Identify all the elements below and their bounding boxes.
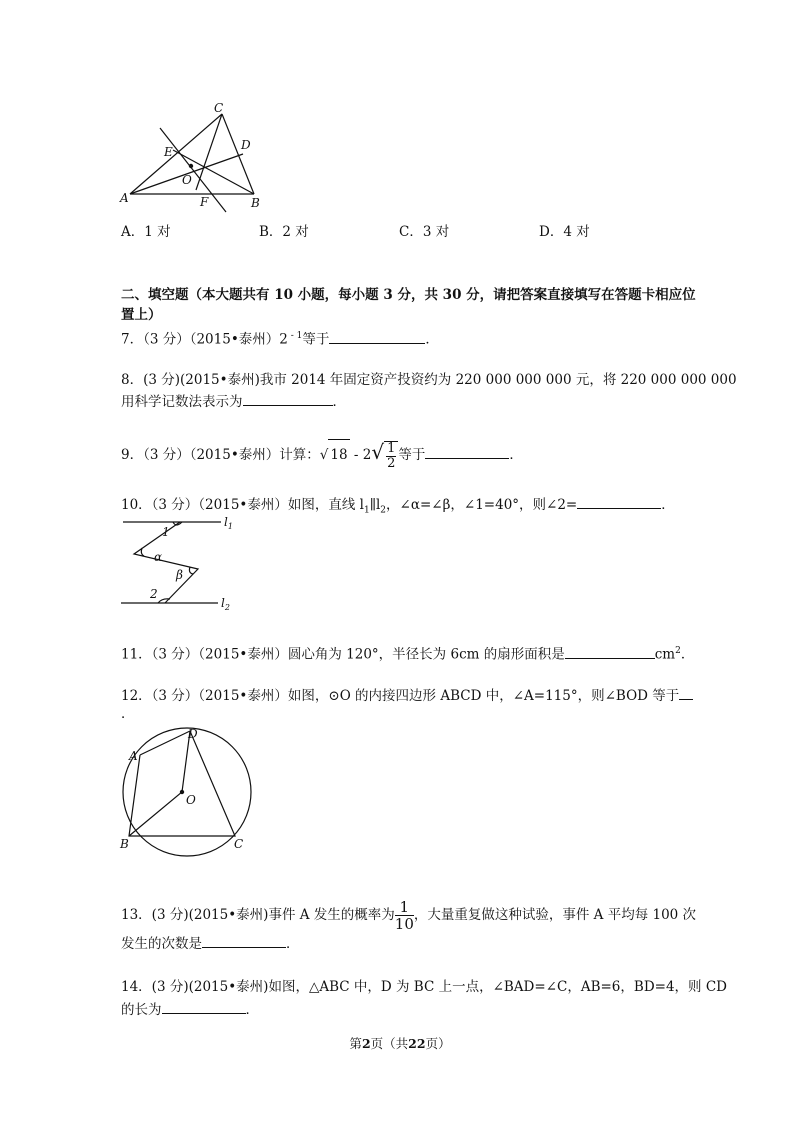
question-13-line2 xyxy=(121,933,300,954)
quadrilateral-abcd xyxy=(129,731,235,836)
q11-prefix: 11．（3 分）（2015•泰州）圆心角为 120°，半径长为 6cm 的扇形面积是 xyxy=(121,646,565,663)
footer-total-pages: 22 xyxy=(408,1036,426,1051)
q11-unit: cm xyxy=(654,646,676,663)
footer-prefix: 第 xyxy=(349,1036,362,1051)
question-14-line2 xyxy=(121,999,259,1020)
label-c: C xyxy=(234,837,244,851)
q13-line2-prefix: 发生的次数是 xyxy=(121,936,202,952)
page-footer xyxy=(0,1034,800,1054)
q8-answer-blank[interactable] xyxy=(243,391,333,406)
label-c: C xyxy=(214,101,224,115)
label-b: B xyxy=(251,196,260,210)
q7-base: 2 xyxy=(279,331,288,348)
q13-suffix: ，大量重复做这种试验，事件 A 平均每 100 次 xyxy=(413,907,697,923)
q9-minus: - 2 xyxy=(349,447,372,463)
label-b: B xyxy=(120,837,129,851)
question-13-line1 xyxy=(121,899,696,932)
label-d: D xyxy=(241,138,251,152)
center-o xyxy=(180,790,183,793)
cevian-be xyxy=(173,150,254,194)
section2-heading-line1: 二、填空题（本大题共有 10 小题，每小题 3 分，共 30 分，请把答案直接填写在答题卡相应位 xyxy=(121,287,696,303)
radii-bod xyxy=(129,731,190,836)
label-a: A xyxy=(120,191,129,205)
q6-option-d: D．4 对 xyxy=(539,224,590,240)
question-7 xyxy=(121,326,439,350)
q7-suffix: 等于 xyxy=(302,331,330,348)
q13-prefix: 13．(3 分)(2015•泰州)事件 A 发生的概率为 xyxy=(121,907,395,923)
q10-sub2: 2 xyxy=(380,505,387,516)
question-9 xyxy=(121,437,523,471)
q7-end: ． xyxy=(425,331,439,348)
q10-sub1: 1 xyxy=(364,505,370,516)
q8-line2-prefix: 用科学记数法表示为 xyxy=(121,394,243,410)
q10-rest: ，∠α=∠β，∠1=40°，则∠2= xyxy=(386,497,578,513)
label-l1: $l_1$ xyxy=(224,515,233,531)
q9-end: ． xyxy=(509,447,523,463)
label-o: O xyxy=(186,793,196,807)
q10-text: 10．（3 分）（2015•泰州）如图，直线 l xyxy=(121,497,364,513)
label-d: D xyxy=(188,727,198,741)
q9-sqrt-symbol-2: √ xyxy=(371,440,385,464)
label-a: A xyxy=(129,749,138,763)
angle-alpha-arc xyxy=(141,548,144,556)
label-angle-1: 1 xyxy=(162,525,170,539)
q9-fraction xyxy=(384,441,398,471)
q14-answer-blank[interactable] xyxy=(162,999,246,1014)
q8-end: ． xyxy=(332,394,346,410)
q13-answer-blank[interactable] xyxy=(202,933,286,948)
question-11 xyxy=(121,641,694,665)
q6-option-a: A．1 对 xyxy=(121,224,171,240)
q9-answer-blank[interactable] xyxy=(425,444,509,459)
q12-line2: ． xyxy=(121,706,135,722)
q12-circle-figure xyxy=(118,724,258,860)
footer-page-number: 2 xyxy=(361,1036,371,1051)
q10-answer-blank[interactable] xyxy=(577,494,661,509)
q9-frac-den: 2 xyxy=(387,455,396,471)
q12-line1: 12．（3 分）（2015•泰州）如图，⊙O 的内接四边形 ABCD 中，∠A=115°，则∠BOD 等于 xyxy=(121,688,680,704)
q13-frac-num: 1 xyxy=(395,899,414,916)
q14-line2-prefix: 的长为 xyxy=(121,1002,162,1018)
q12-answer-blank[interactable] xyxy=(679,685,693,700)
question-12-line1 xyxy=(121,685,693,706)
q13-end: ． xyxy=(286,936,300,952)
q11-answer-blank[interactable] xyxy=(565,644,655,659)
q10-end: ． xyxy=(661,497,675,513)
q11-end: ． xyxy=(680,646,695,663)
q7-answer-blank[interactable] xyxy=(329,329,425,344)
q14-line1: 14．(3 分)(2015•泰州)如图，△ABC 中，D 为 BC 上一点，∠BAD=∠C，AB=6，BD=4，则 CD xyxy=(121,979,727,995)
q10-parallel: ∥l xyxy=(369,497,381,513)
section2-heading-line2: 置上） xyxy=(121,307,162,323)
q10-parallel-lines-figure xyxy=(118,514,243,614)
q14-end: ． xyxy=(245,1002,259,1018)
label-alpha: α xyxy=(154,550,163,564)
q9-frac-num: 1 xyxy=(387,440,396,456)
line-through-o xyxy=(160,128,226,212)
label-l2: $l_2$ xyxy=(221,596,230,612)
side-bc xyxy=(222,114,254,194)
footer-suffix: 页） xyxy=(425,1036,451,1051)
q9-sqrt-symbol: √ xyxy=(319,447,329,463)
q8-line1: 8．(3 分)(2015•泰州)我市 2014 年固定资产投资约为 220 000 000 000 元，将 220 000 000 000 xyxy=(121,372,737,388)
q9-prefix: 9．（3 分）（2015•泰州）计算： xyxy=(121,447,320,463)
q9-suffix: 等于 xyxy=(398,447,426,463)
q6-option-b: B．2 对 xyxy=(259,224,309,240)
q8-line2 xyxy=(121,391,346,412)
label-angle-2: 2 xyxy=(150,587,158,601)
q9-radicand-18: 18 xyxy=(328,439,349,470)
q7-prefix: 7．（3 分）（2015•泰州） xyxy=(121,331,280,348)
label-o: O xyxy=(182,173,192,187)
circle-o xyxy=(123,728,251,856)
q6-triangle-figure xyxy=(118,100,278,215)
q7-exponent: - 1 xyxy=(287,331,303,341)
q6-option-c: C．3 对 xyxy=(399,224,450,240)
label-beta: β xyxy=(176,568,183,582)
point-o xyxy=(189,164,192,167)
q13-fraction xyxy=(395,899,414,932)
footer-mid: 页（共 xyxy=(370,1036,409,1051)
q11-unit-sup: 2 xyxy=(675,646,681,656)
q13-frac-den: 10 xyxy=(394,915,414,933)
label-f: F xyxy=(200,195,209,209)
label-e: E xyxy=(164,145,173,159)
